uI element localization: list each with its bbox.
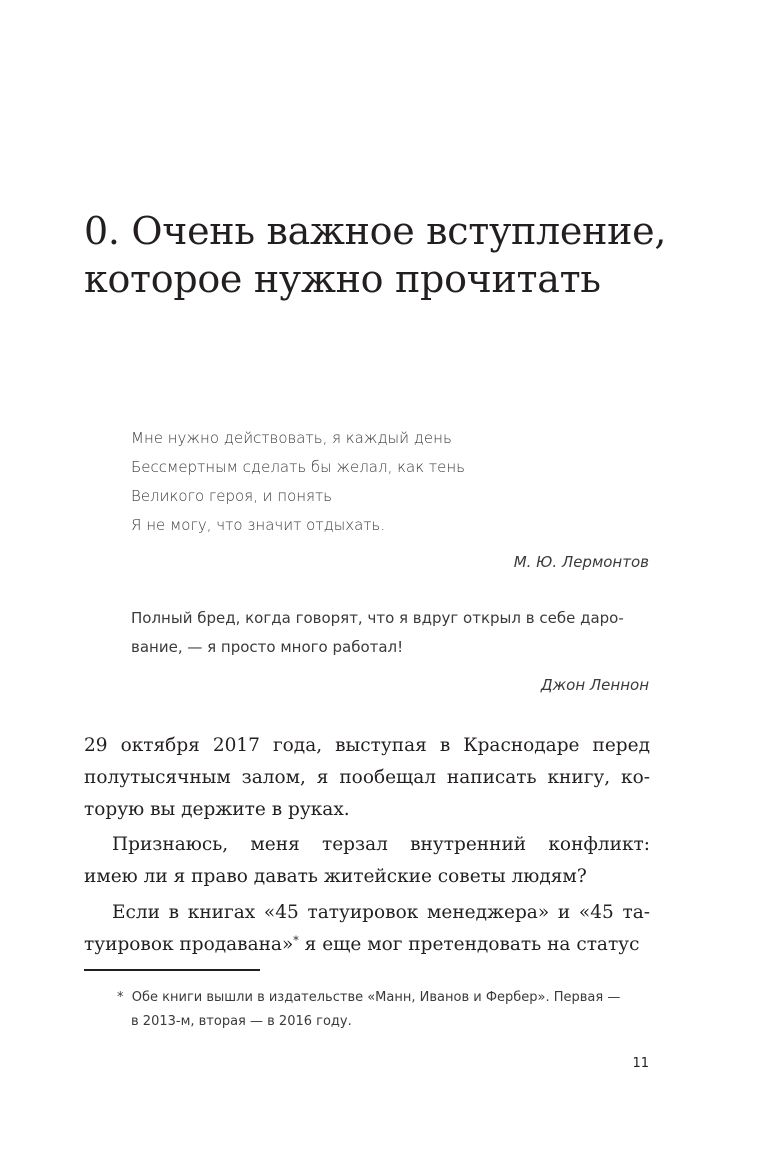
quote-epigraph (131, 604, 649, 662)
footnote-text: Обе книги вышли в издательстве «Манн, Иванов и Фербер». Первая — (131, 990, 621, 1005)
footnote (117, 986, 657, 1034)
poem-line: Я не могу, что значит отдыхать. (131, 516, 386, 534)
paragraph-fragment: я еще мог претендовать на статус (298, 934, 640, 955)
quote-line: вание, — я просто много работал! (131, 638, 404, 656)
poem-epigraph (131, 424, 465, 540)
paragraph-fragment: туировок продавана» (84, 934, 294, 955)
footnote-line (117, 986, 657, 1010)
quote-author: Джон Леннон (540, 676, 649, 694)
chapter-title-line: которое нужно прочитать (84, 257, 601, 301)
paragraph-line (84, 929, 650, 961)
paragraph-1 (84, 730, 650, 826)
poem-author: М. Ю. Лермонтов (513, 553, 649, 571)
footnote-mark: * (117, 990, 124, 1005)
poem-line: Великого героя, и понять (131, 487, 333, 505)
footnote-line: в 2013-м, вторая — в 2016 году. (131, 1014, 352, 1029)
footnote-reference: * (293, 934, 299, 947)
poem-line: Мне нужно действовать, я каждый день (131, 429, 452, 447)
paragraph-2 (84, 829, 650, 893)
paragraph-line: имею ли я право давать житейские советы людям? (84, 866, 587, 887)
paragraph-line: Признаюсь, меня терзал внутренний конфликт: (112, 834, 650, 855)
quote-line: Полный бред, когда говорят, что я вдруг открыл в себе даро- (131, 609, 624, 627)
page-number: 11 (632, 1056, 649, 1071)
paragraph-line: полутысячным залом, я пообещал написать книгу, ко- (84, 767, 650, 788)
paragraph-3 (84, 897, 650, 961)
chapter-title-line: 0. Очень важное вступление, (84, 209, 667, 253)
footnote-divider (84, 969, 260, 971)
paragraph-line: 29 октября 2017 года, выступая в Краснодаре перед (84, 735, 650, 756)
poem-line: Бессмертным сделать бы желал, как тень (131, 458, 465, 476)
paragraph-line: Если в книгах «45 татуировок менеджера» и «45 та- (112, 902, 650, 923)
paragraph-line: торую вы держите в руках. (84, 799, 350, 820)
chapter-title (84, 207, 684, 303)
